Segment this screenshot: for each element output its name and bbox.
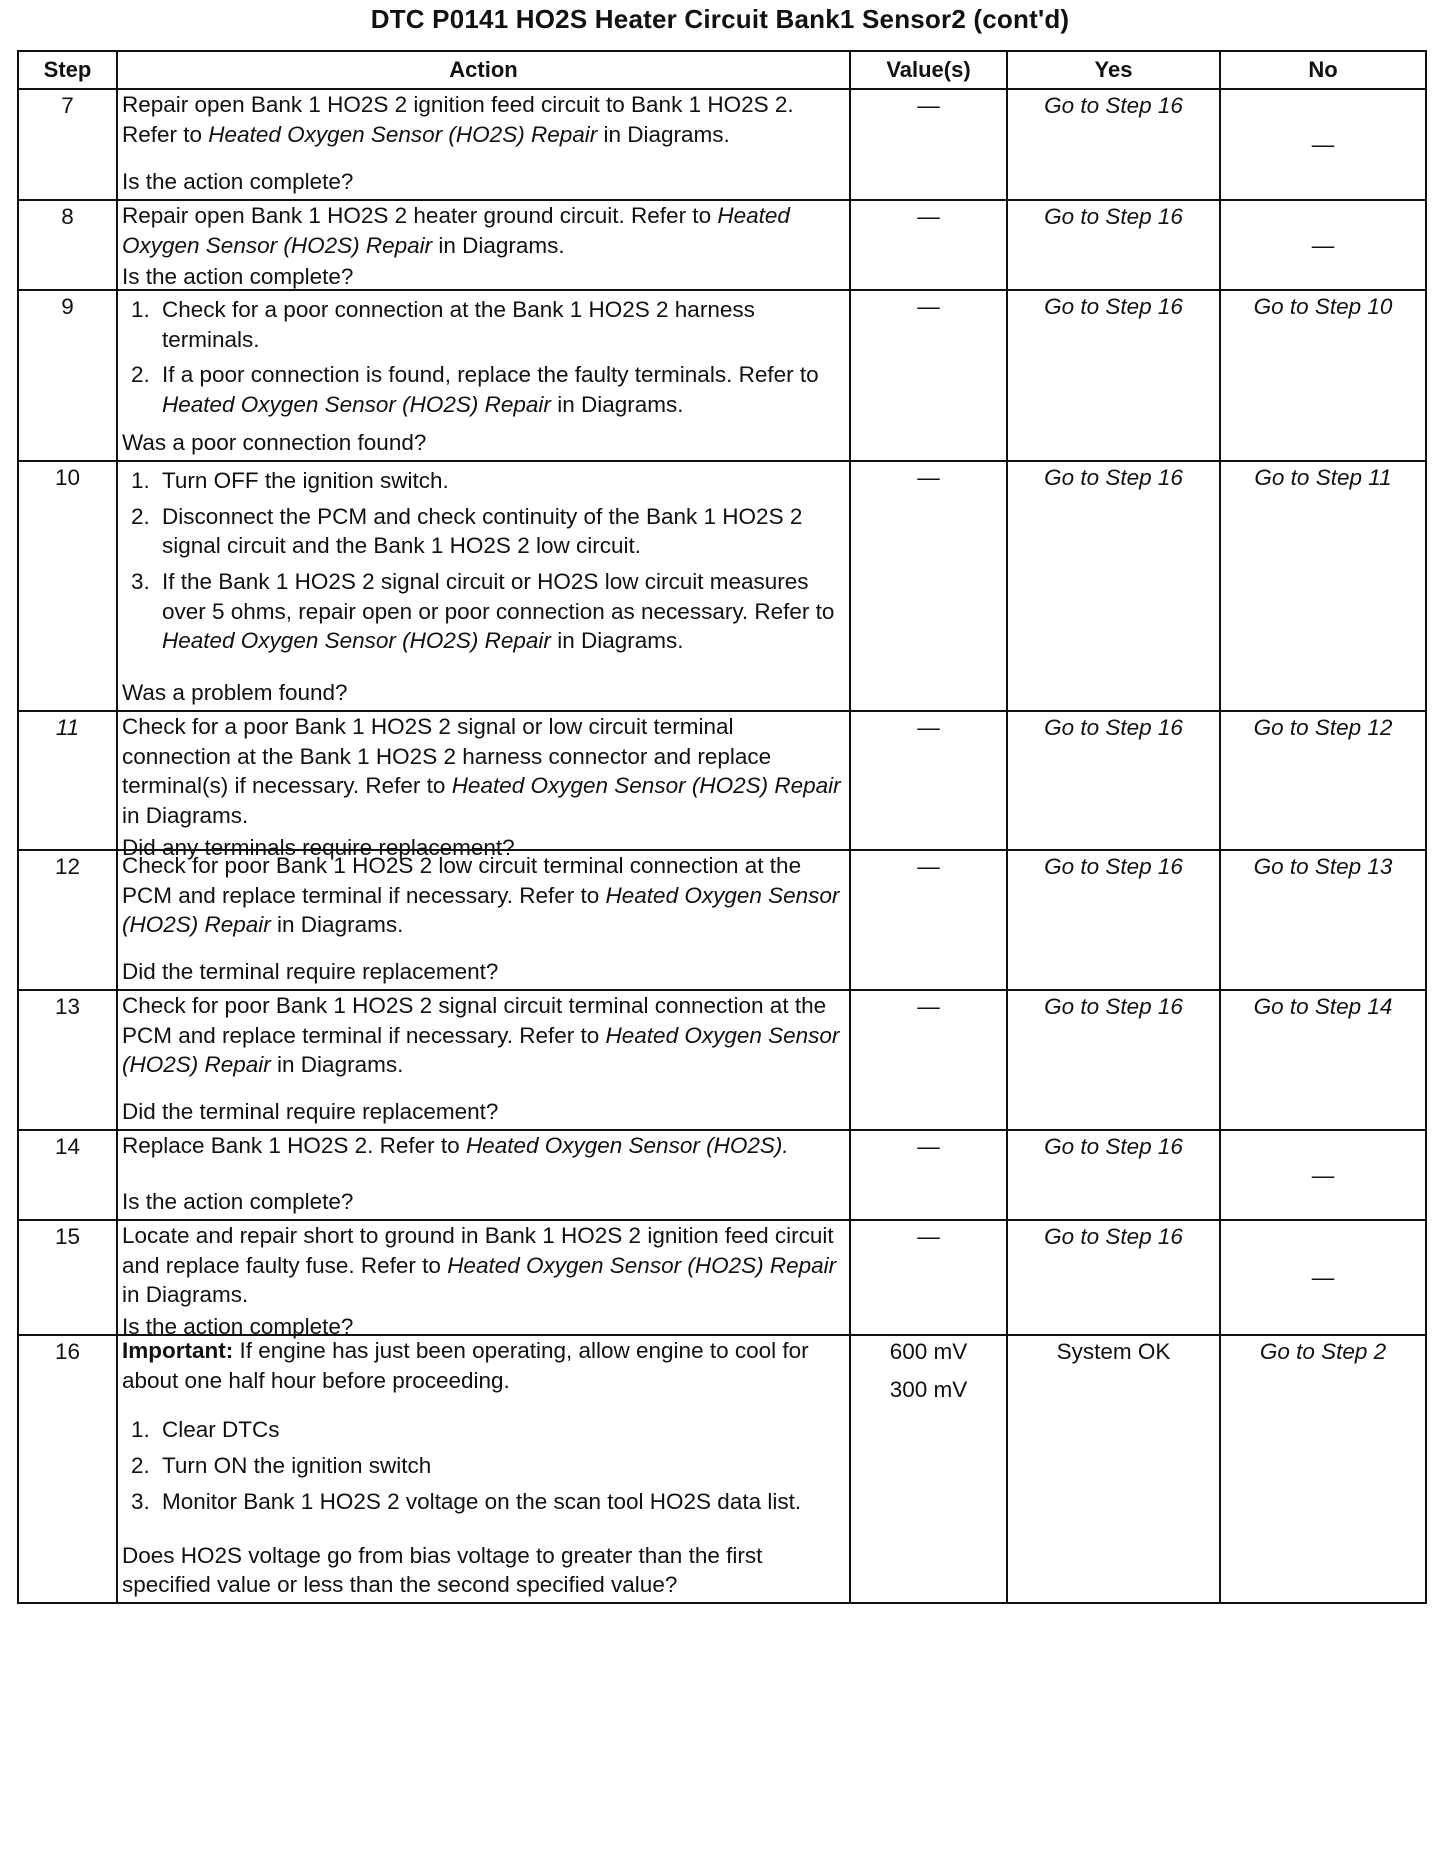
action-question: Is the action complete? — [122, 169, 354, 195]
no-cell: — — [1220, 89, 1426, 200]
header-no: No — [1220, 51, 1426, 89]
value-cell: — — [850, 711, 1007, 850]
action-text: Repair open Bank 1 HO2S 2 heater ground circuit. Refer to Heated Oxygen Sensor (HO2S) Repair in Diagrams. — [122, 203, 790, 258]
value-cell: — — [850, 1130, 1007, 1220]
no-cell: — — [1220, 1130, 1426, 1220]
action-cell — [117, 1220, 850, 1340]
header-action: Action — [117, 51, 850, 89]
list-item: 2. Turn ON the ignition switch — [156, 1451, 843, 1481]
diagnostic-table — [17, 50, 1427, 1604]
yes-cell: Go to Step 16 — [1007, 711, 1220, 850]
table-row — [18, 200, 1426, 290]
table-row — [18, 1220, 1426, 1335]
step-number: 10 — [18, 461, 117, 711]
no-cell: Go to Step 10 — [1220, 290, 1426, 461]
table-row — [18, 711, 1426, 850]
table-row — [18, 850, 1426, 990]
action-text: Check for poor Bank 1 HO2S 2 signal circuit terminal connection at the PCM and replace terminal if necessary. Refer to Heated Oxygen Sensor (HO2S) Repair in Diagrams. — [122, 993, 840, 1078]
reference-link-text: Heated Oxygen Sensor (HO2S) Repair — [122, 1022, 840, 1078]
no-cell: Go to Step 2 — [1220, 1335, 1426, 1603]
important-note: Important: If engine has just been operating, allow engine to cool for about one half hour before proceeding. — [122, 1338, 809, 1393]
header-row — [18, 51, 1426, 89]
table-row — [18, 990, 1426, 1130]
table-row — [18, 89, 1426, 200]
yes-cell: Go to Step 16 — [1007, 89, 1220, 200]
action-question: Was a poor connection found? — [122, 430, 427, 456]
action-steps-list — [122, 295, 843, 422]
no-cell: Go to Step 13 — [1220, 850, 1426, 990]
yes-cell: Go to Step 16 — [1007, 1130, 1220, 1220]
action-cell — [117, 990, 850, 1130]
step-number: 16 — [18, 1335, 117, 1603]
value-list — [852, 1337, 1005, 1404]
yes-cell: Go to Step 16 — [1007, 990, 1220, 1130]
reference-link-text: Heated Oxygen Sensor (HO2S) Repair — [122, 882, 840, 938]
action-question: Did the terminal require replacement? — [122, 1099, 499, 1125]
reference-link-text: Heated Oxygen Sensor (HO2S) Repair — [122, 203, 790, 258]
value-cell: — — [850, 290, 1007, 461]
no-cell: — — [1220, 1220, 1426, 1335]
table-row — [18, 1130, 1426, 1220]
table-row — [18, 1335, 1426, 1603]
action-question: Did any terminals require replacement? — [122, 834, 515, 860]
step-number: 12 — [18, 850, 117, 990]
action-text: Locate and repair short to ground in Bank 1 HO2S 2 ignition feed circuit and replace faulty fuse. Refer to Heated Oxygen Sensor (HO2S) Repair in Diagrams. — [122, 1223, 837, 1308]
value-cell: — — [850, 990, 1007, 1130]
value-cell — [850, 1335, 1007, 1603]
table-row — [18, 290, 1426, 461]
action-cell — [117, 89, 850, 200]
step-number: 9 — [18, 290, 117, 461]
no-cell: — — [1220, 200, 1426, 290]
yes-cell: Go to Step 16 — [1007, 200, 1220, 290]
action-question: Is the action complete? — [122, 1314, 354, 1340]
action-steps-list — [122, 466, 843, 658]
step-number: 11 — [18, 711, 117, 850]
no-cell: Go to Step 11 — [1220, 461, 1426, 711]
step-number: 15 — [18, 1220, 117, 1335]
action-cell — [117, 1130, 850, 1220]
action-question: Did the terminal require replacement? — [122, 959, 499, 985]
reference-link-text: Heated Oxygen Sensor (HO2S) Repair — [451, 773, 841, 799]
header-yes: Yes — [1007, 51, 1220, 89]
action-cell — [117, 1335, 850, 1603]
list-item: 1. Turn OFF the ignition switch. — [156, 466, 843, 496]
header-values: Value(s) — [850, 51, 1007, 89]
action-text: Check for poor Bank 1 HO2S 2 low circuit terminal connection at the PCM and replace terminal if necessary. Refer to Heated Oxygen Sensor (HO2S) Repair in Diagrams. — [122, 853, 840, 938]
action-text: Check for a poor Bank 1 HO2S 2 signal or low circuit terminal connection at the Bank 1 HO2S 2 harness connector and replace terminal(s) if necessary. Refer to Heated Oxygen Sensor (HO2S) Repair in Diagrams. — [122, 714, 841, 829]
reference-link-text: Heated Oxygen Sensor (HO2S) Repair — [162, 392, 551, 418]
action-cell — [117, 290, 850, 461]
step-number: 14 — [18, 1130, 117, 1220]
list-item: 3. If the Bank 1 HO2S 2 signal circuit or HO2S low circuit measures over 5 ohms, repair open or poor connection as necessary. Refer to Heated Oxygen Sensor (HO2S) Repair in Diagrams. — [156, 567, 843, 656]
page-title: DTC P0141 HO2S Heater Circuit Bank1 Sensor2 (cont'd) — [370, 4, 1070, 34]
action-question: Is the action complete? — [122, 1189, 354, 1215]
yes-cell: Go to Step 16 — [1007, 290, 1220, 461]
action-cell — [117, 461, 850, 711]
list-item: 1. Clear DTCs — [156, 1415, 843, 1445]
table-row — [18, 461, 1426, 711]
action-question: Does HO2S voltage go from bias voltage to greater than the first specified value or less than the second specified value? — [122, 1542, 763, 1598]
yes-cell: Go to Step 16 — [1007, 461, 1220, 711]
reference-link-text: Heated Oxygen Sensor (HO2S) Repair — [208, 121, 598, 147]
no-cell: Go to Step 14 — [1220, 990, 1426, 1130]
action-cell — [117, 850, 850, 990]
yes-cell: Go to Step 16 — [1007, 850, 1220, 990]
yes-cell: Go to Step 16 — [1007, 1220, 1220, 1335]
action-cell — [117, 711, 850, 860]
no-cell: Go to Step 12 — [1220, 711, 1426, 850]
reference-link-text: Heated Oxygen Sensor (HO2S) Repair — [447, 1252, 837, 1278]
list-item: 1. Check for a poor connection at the Bank 1 HO2S 2 harness terminals. — [156, 295, 843, 354]
value-second: 300 mV — [889, 1376, 968, 1402]
list-item: 2. If a poor connection is found, replace the faulty terminals. Refer to Heated Oxygen Sensor (HO2S) Repair in Diagrams. — [156, 360, 843, 419]
important-label: Important: — [122, 1338, 234, 1363]
action-text: Repair open Bank 1 HO2S 2 ignition feed circuit to Bank 1 HO2S 2. Refer to Heated Oxygen Sensor (HO2S) Repair in Diagrams. — [122, 92, 794, 147]
action-cell — [117, 200, 850, 290]
list-item: 2. Disconnect the PCM and check continuity of the Bank 1 HO2S 2 signal circuit and the Bank 1 HO2S 2 low circuit. — [156, 502, 843, 561]
action-text: Replace Bank 1 HO2S 2. Refer to Heated Oxygen Sensor (HO2S). — [122, 1133, 789, 1158]
value-cell: — — [850, 200, 1007, 290]
step-number: 13 — [18, 990, 117, 1130]
value-cell: — — [850, 89, 1007, 200]
value-cell: — — [850, 850, 1007, 990]
value-cell: — — [850, 461, 1007, 711]
action-steps-list — [122, 1415, 843, 1518]
header-step: Step — [18, 51, 117, 89]
value-first: 600 mV — [889, 1339, 968, 1364]
step-number: 7 — [18, 89, 117, 200]
reference-link-text: Heated Oxygen Sensor (HO2S). — [465, 1133, 789, 1158]
step-number: 8 — [18, 200, 117, 290]
value-cell: — — [850, 1220, 1007, 1335]
action-question: Was a problem found? — [122, 680, 348, 706]
list-item: 3. Monitor Bank 1 HO2S 2 voltage on the scan tool HO2S data list. — [156, 1487, 843, 1517]
yes-cell: System OK — [1007, 1335, 1220, 1603]
reference-link-text: Heated Oxygen Sensor (HO2S) Repair — [162, 628, 551, 654]
action-question: Is the action complete? — [122, 264, 354, 290]
